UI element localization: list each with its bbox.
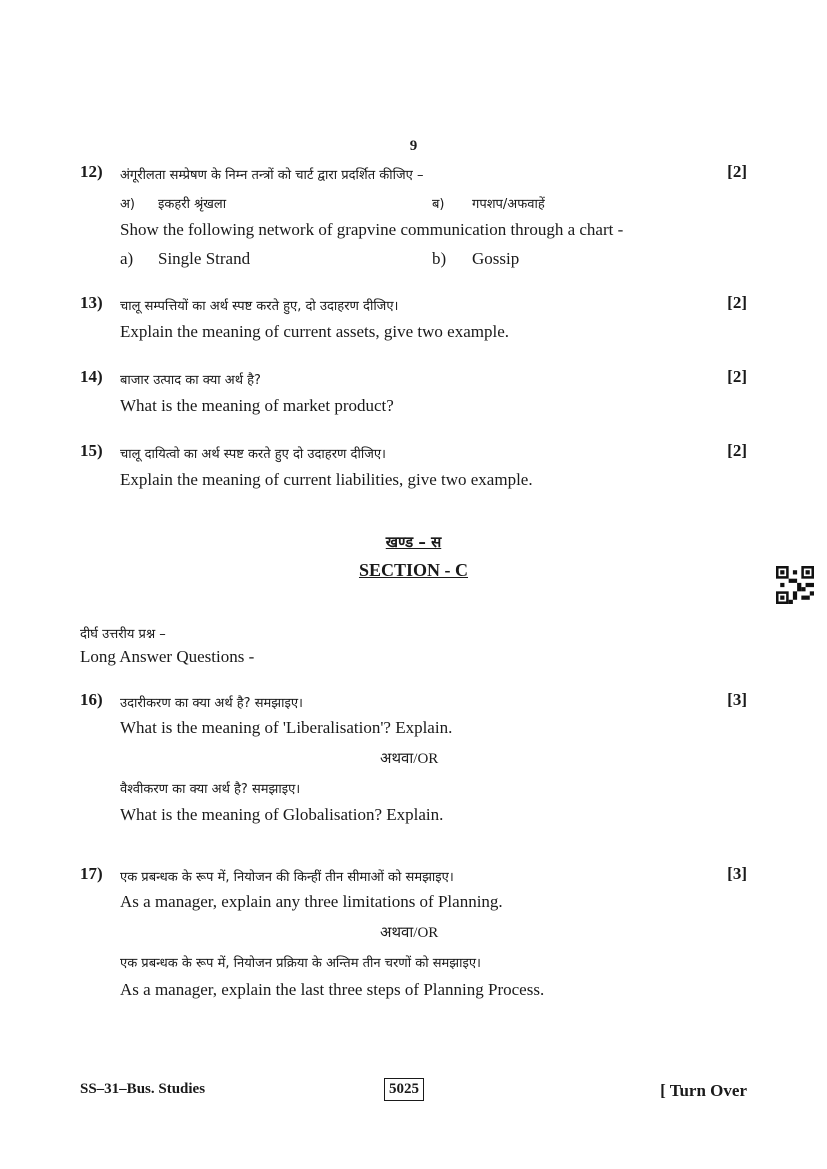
option-label: a) <box>120 249 134 268</box>
turn-over-label: [ Turn Over <box>660 1081 747 1100</box>
question-hindi: उदारीकरण का क्या अर्थ है? समझाइए। <box>120 696 303 711</box>
or-divider: अथवा/OR <box>380 925 439 941</box>
question-hindi: चालू सम्पत्तियों का अर्थ स्पष्ट करते हुए, दो उदाहरण दीजिए। <box>120 299 399 314</box>
or-divider: अथवा/OR <box>380 751 439 767</box>
option-label: b) <box>432 249 447 268</box>
option-label: ब) <box>432 197 445 212</box>
option-text: Gossip <box>472 249 520 268</box>
marks: [3] <box>727 864 747 883</box>
question-number: 13) <box>80 293 103 312</box>
marks: [3] <box>727 690 747 709</box>
alternate-question-hindi: वैश्वीकरण का क्या अर्थ है? समझाइए। <box>120 782 301 797</box>
page-code-box: 5025 <box>384 1078 424 1101</box>
question-number: 17) <box>80 864 103 883</box>
section-title-hindi: खण्ड – स <box>385 533 442 551</box>
option-text: Single Strand <box>158 249 251 268</box>
question-hindi: चालू दायित्वो का अर्थ स्पष्ट करते हुए दो उदाहरण दीजिए। <box>120 447 386 462</box>
alternate-question-english: What is the meaning of Globalisation? Explain. <box>120 805 444 824</box>
marks: [2] <box>727 162 747 181</box>
section-intro-english: Long Answer Questions - <box>80 647 255 666</box>
marks: [2] <box>727 367 747 386</box>
question-english: Explain the meaning of current assets, give two example. <box>120 322 509 341</box>
option-label: अ) <box>120 197 136 212</box>
page-number: 9 <box>409 138 418 154</box>
alternate-question-hindi: एक प्रबन्धक के रूप में, नियोजन प्रक्रिया के अन्तिम तीन चरणों को समझाइए। <box>120 956 481 971</box>
question-hindi: एक प्रबन्धक के रूप में, नियोजन की किन्हीं तीन सीमाओं को समझाइए। <box>120 870 454 885</box>
section-title: SECTION - C <box>358 560 469 580</box>
question-hindi: बाजार उत्पाद का क्या अर्थ है? <box>120 373 261 388</box>
question-number: 16) <box>80 690 103 709</box>
question-english: As a manager, explain any three limitations of Planning. <box>120 892 503 911</box>
section-intro-hindi: दीर्घ उत्तरीय प्रश्न – <box>80 627 166 642</box>
question-hindi: अंगूरीलता सम्प्रेषण के निम्न तन्त्रों को चार्ट द्वारा प्रदर्शित कीजिए – <box>120 168 424 183</box>
question-english: Explain the meaning of current liabilities, give two example. <box>120 470 533 489</box>
paper-code: SS–31–Bus. Studies <box>80 1081 206 1097</box>
marks: [2] <box>727 441 747 460</box>
question-english: Show the following network of grapvine communication through a chart - <box>120 220 624 239</box>
question-english: What is the meaning of market product? <box>120 396 394 415</box>
marks: [2] <box>727 293 747 312</box>
question-number: 12) <box>80 162 103 181</box>
qr-code <box>776 566 814 604</box>
question-number: 15) <box>80 441 103 460</box>
question-english: What is the meaning of 'Liberalisation'? Explain. <box>120 718 453 737</box>
option-text: इकहरी श्रृंखला <box>158 197 227 212</box>
option-text: गपशप/अफवाहें <box>472 197 545 212</box>
question-number: 14) <box>80 367 103 386</box>
alternate-question-english: As a manager, explain the last three steps of Planning Process. <box>120 980 545 999</box>
